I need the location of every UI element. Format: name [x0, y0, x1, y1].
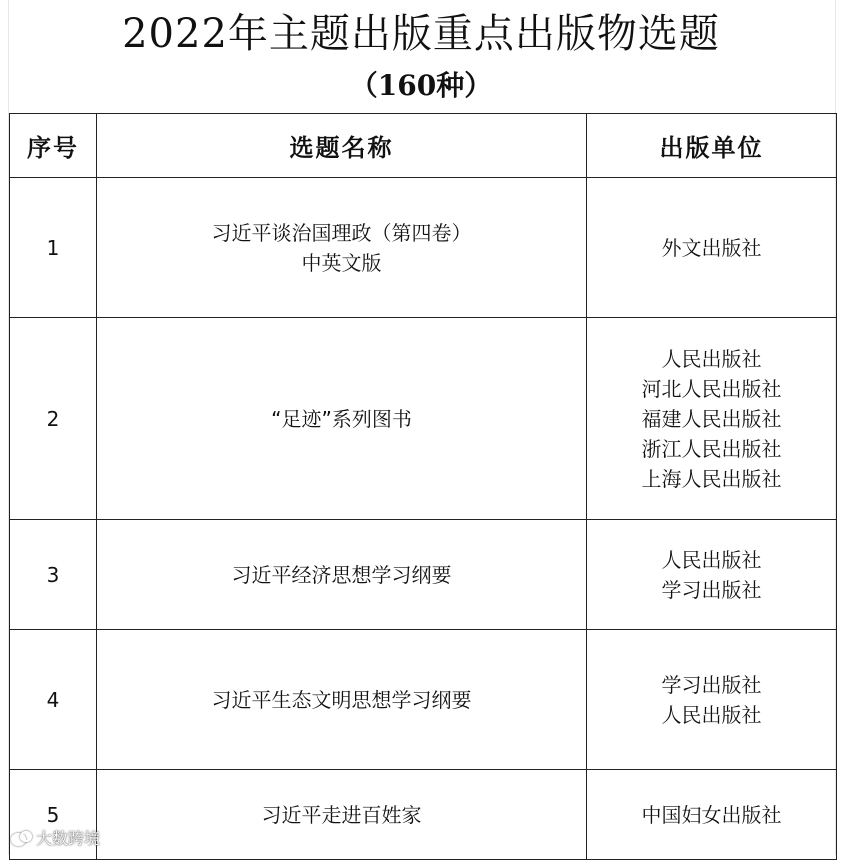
- publisher-line: 河北人民出版社: [641, 376, 782, 401]
- header-title: 选题名称: [97, 114, 587, 178]
- header-number: 序号: [10, 114, 97, 178]
- publisher-line: 上海人民出版社: [641, 466, 782, 491]
- publisher-line: 中国妇女出版社: [641, 802, 782, 827]
- table-row: [10, 630, 837, 770]
- row-publisher: [587, 178, 837, 318]
- publisher-line: 人民出版社: [661, 547, 762, 572]
- row-publisher: [587, 520, 837, 630]
- document-title: 2022年主题出版重点出版物选题: [122, 11, 720, 57]
- title-line: 习近平生态文明思想学习纲要: [211, 687, 472, 712]
- table-row: [10, 178, 837, 318]
- publisher-line: 人民出版社: [661, 702, 762, 727]
- row-title: [97, 770, 587, 860]
- publication-table: [9, 113, 837, 860]
- publisher-line: 浙江人民出版社: [641, 436, 782, 461]
- watermark-text: 大数跨境: [36, 829, 101, 848]
- title-line: 习近平走进百姓家: [261, 802, 422, 827]
- publisher-line: 人民出版社: [661, 346, 762, 371]
- row-publisher: [587, 318, 837, 520]
- row-number: 2: [10, 318, 97, 520]
- watermark-logo-icon: [10, 830, 32, 846]
- title-line: 习近平经济思想学习纲要: [231, 562, 452, 587]
- table-row: [10, 520, 837, 630]
- table-row: [10, 318, 837, 520]
- document-subtitle: （160种）: [349, 69, 493, 102]
- row-publisher: [587, 770, 837, 860]
- title-line: 习近平谈治国理政（第四卷）: [211, 220, 472, 245]
- publisher-line: 学习出版社: [661, 672, 762, 697]
- row-title: [97, 630, 587, 770]
- title-line: 中英文版: [301, 250, 382, 275]
- row-title: [97, 178, 587, 318]
- row-number: 4: [10, 630, 97, 770]
- table-row: [10, 770, 837, 860]
- row-number: 1: [10, 178, 97, 318]
- watermark: [10, 826, 100, 849]
- publisher-line: 学习出版社: [661, 577, 762, 602]
- row-number: 3: [10, 520, 97, 630]
- row-publisher: [587, 630, 837, 770]
- row-title: [97, 318, 587, 520]
- publisher-line: 外文出版社: [661, 235, 762, 260]
- publisher-line: 福建人民出版社: [641, 406, 782, 431]
- header-publisher: 出版单位: [587, 114, 837, 178]
- row-title: [97, 520, 587, 630]
- row-number: 5: [10, 770, 97, 860]
- title-line: “足迹”系列图书: [271, 406, 412, 431]
- table-header-row: [10, 114, 837, 178]
